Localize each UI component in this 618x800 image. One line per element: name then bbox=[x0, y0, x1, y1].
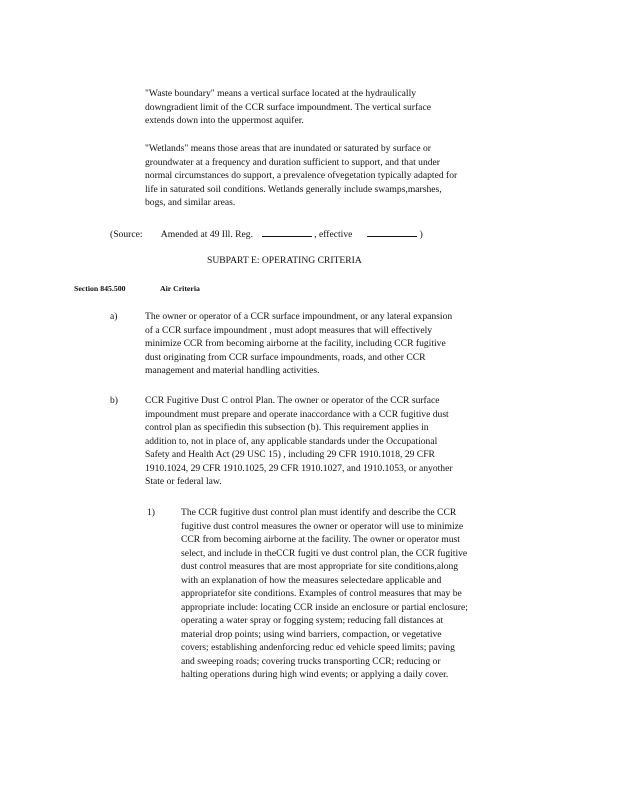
paragraph-b1-line: fugitive dust control measures the owner or operator will use to minimize bbox=[181, 520, 464, 532]
wetlands-line: life in saturated soil conditions. Wetlands generally include swamps,marshes, bbox=[145, 183, 442, 195]
source-note bbox=[110, 227, 423, 242]
paragraph-a-line: management and material handling activities. bbox=[145, 365, 320, 376]
paragraph-b1-marker: 1) bbox=[147, 507, 155, 518]
source-effective: , effective bbox=[314, 229, 353, 240]
paragraph-a-line: minimize CCR from becoming airborne at the facility, including CCR fugitive bbox=[145, 338, 446, 349]
definition-wetlands bbox=[145, 142, 540, 210]
paragraph-b-marker: b) bbox=[110, 395, 118, 406]
source-close: ) bbox=[419, 229, 423, 240]
register-page-blank bbox=[262, 227, 312, 237]
waste-boundary-line: downgradient limit of the CCR surface impoundment. The vertical surface bbox=[145, 101, 431, 113]
paragraph-b-line: addition to, not in place of, any applicable standards under the Occupational bbox=[145, 435, 438, 447]
paragraph-b1-line: halting operations during high wind events; or applying a daily cover. bbox=[181, 669, 449, 680]
paragraph-b-line: State or federal law. bbox=[145, 476, 222, 487]
subpart-heading: SUBPART E: OPERATING CRITERIA bbox=[207, 255, 362, 266]
waste-boundary-line: extends down into the uppermost aquifer. bbox=[145, 115, 304, 126]
paragraph-b1-line: material drop points; using wind barriers, compaction, or vegetative bbox=[181, 628, 442, 640]
wetlands-line: "Wetlands" means those areas that are inundated or saturated by surface or bbox=[145, 143, 431, 154]
paragraph-b1-line: CCR from becoming airborne at the facility. The owner or operator must bbox=[181, 534, 460, 545]
section-title: Air Criteria bbox=[160, 284, 200, 293]
paragraph-b1-line: appropriate include: locating CCR inside an enclosure or partial enclosure; bbox=[181, 601, 468, 613]
paragraph-a-line: dust originating from CCR surface impoundments, roads, and other CCR bbox=[145, 351, 426, 363]
paragraph-b1-line: select, and include in theCCR fugiti ve dust control plan, the CCR fugitive bbox=[181, 547, 468, 559]
paragraph-b-line: CCR Fugitive Dust C ontrol Plan. The owner or operator of the CCR surface bbox=[145, 395, 440, 406]
paragraph-b1-line: The CCR fugitive dust control plan must identify and describe the CCR bbox=[181, 507, 457, 518]
waste-boundary-line: "Waste boundary" means a vertical surface located at the hydraulically bbox=[145, 88, 417, 99]
paragraph-b1-line: dust control measures that are most appropriate for site conditions,along bbox=[181, 561, 459, 572]
paragraph-a bbox=[145, 310, 525, 378]
paragraph-b1-line: operating a water spray or fogging system; reducing fall distances at bbox=[181, 615, 444, 626]
wetlands-line: normal circumstances do support, a prevalence ofvegetation typically adapted for bbox=[145, 170, 458, 181]
paragraph-b bbox=[145, 394, 530, 489]
paragraph-b1-line: with an explanation of how the measures selectedare applicable and bbox=[181, 574, 442, 586]
source-amended: Amended at 49 Ill. Reg. bbox=[160, 229, 253, 240]
paragraph-a-line: of a CCR surface impoundment , must adopt measures that will effectively bbox=[145, 324, 433, 336]
paragraph-b-line: 1910.1024, 29 CFR 1910.1025, 29 CFR 1910.1027, and 1910.1053, or anyother bbox=[145, 462, 453, 474]
paragraph-b1-line: covers; establishing andenforcing reduc ed vehicle speed limits; paving bbox=[181, 642, 455, 653]
paragraph-b-line: impoundment must prepare and operate inaccordance with a CCR fugitive dust bbox=[145, 408, 449, 420]
paragraph-b1-line: and sweeping roads; covering trucks transporting CCR; reducing or bbox=[181, 655, 441, 667]
paragraph-a-line: The owner or operator of a CCR surface impoundment, or any lateral expansion bbox=[145, 311, 453, 322]
effective-date-blank bbox=[367, 227, 417, 237]
paragraph-b-line: Safety and Health Act (29 USC 15) , including 29 CFR 1910.1018, 29 CFR bbox=[145, 449, 435, 460]
definition-waste-boundary bbox=[145, 87, 475, 128]
section-number: Section 845.500 bbox=[74, 284, 126, 293]
wetlands-line: bogs, and similar areas. bbox=[145, 197, 236, 208]
wetlands-line: groundwater at a frequency and duration sufficient to support, and that under bbox=[145, 156, 441, 168]
paragraph-b-line: control plan as specifiedin this subsection (b). This requirement applies in bbox=[145, 422, 429, 433]
paragraph-b1 bbox=[181, 506, 536, 682]
paragraph-a-marker: a) bbox=[110, 311, 118, 322]
paragraph-b1-line: appropriatefor site conditions. Examples of control measures that may be bbox=[181, 588, 462, 599]
source-open: (Source: bbox=[110, 229, 143, 240]
